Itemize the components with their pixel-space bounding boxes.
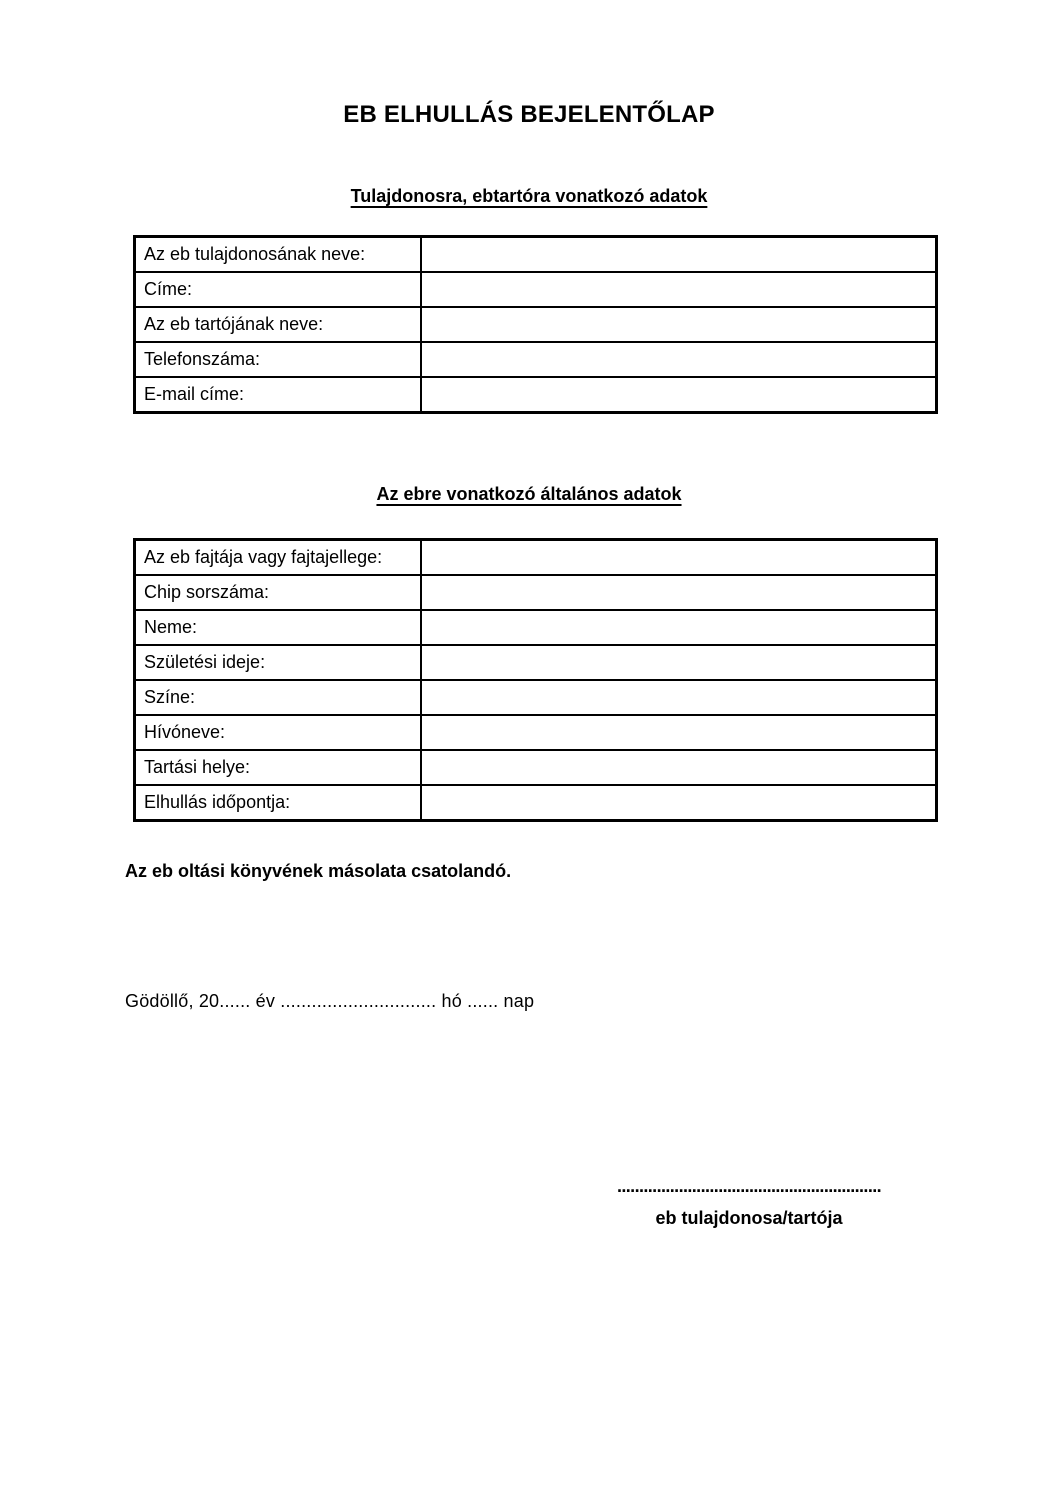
table-row: [135, 680, 937, 715]
field-value-cell[interactable]: [421, 540, 937, 576]
signature-dotted-line: ............................................................: [616, 1176, 882, 1196]
field-label: Neme:: [135, 610, 422, 645]
table-row: [135, 575, 937, 610]
field-label: Telefonszáma:: [135, 342, 422, 377]
table-row: [135, 307, 937, 342]
field-value-cell[interactable]: [421, 750, 937, 785]
field-label: Elhullás időpontja:: [135, 785, 422, 821]
signature-label: eb tulajdonosa/tartója: [655, 1208, 843, 1228]
owner-data-table: [133, 235, 938, 414]
dog-data-table: [133, 538, 938, 822]
field-label: Az eb tulajdonosának neve:: [135, 237, 422, 273]
field-label: Színe:: [135, 680, 422, 715]
field-label: Az eb tartójának neve:: [135, 307, 422, 342]
field-value-cell[interactable]: [421, 342, 937, 377]
field-label: Az eb fajtája vagy fajtajellege:: [135, 540, 422, 576]
field-label: Tartási helye:: [135, 750, 422, 785]
table-row: [135, 342, 937, 377]
section-heading-dog: Az ebre vonatkozó általános adatok: [376, 484, 682, 504]
table-row: [135, 272, 937, 307]
table-row: [135, 237, 937, 273]
date-line: Gödöllő, 20...... év .............................. hó ...... nap: [125, 991, 535, 1011]
signature-block: [592, 1176, 906, 1229]
field-value-cell[interactable]: [421, 307, 937, 342]
table-row: [135, 715, 937, 750]
field-label: Chip sorszáma:: [135, 575, 422, 610]
field-value-cell[interactable]: [421, 575, 937, 610]
document-title: EB ELHULLÁS BEJELENTŐLAP: [343, 101, 715, 128]
field-value-cell[interactable]: [421, 237, 937, 273]
table-row: [135, 750, 937, 785]
field-label: E-mail címe:: [135, 377, 422, 413]
field-label: Hívóneve:: [135, 715, 422, 750]
field-value-cell[interactable]: [421, 680, 937, 715]
field-value-cell[interactable]: [421, 645, 937, 680]
table-row: [135, 540, 937, 576]
field-label: Címe:: [135, 272, 422, 307]
field-value-cell[interactable]: [421, 785, 937, 821]
attachment-note: Az eb oltási könyvének másolata csatolandó.: [125, 861, 512, 881]
section-heading-owner: Tulajdonosra, ebtartóra vonatkozó adatok: [350, 186, 708, 206]
field-value-cell[interactable]: [421, 610, 937, 645]
table-row: [135, 645, 937, 680]
table-row: [135, 377, 937, 413]
field-value-cell[interactable]: [421, 272, 937, 307]
field-label: Születési ideje:: [135, 645, 422, 680]
field-value-cell[interactable]: [421, 715, 937, 750]
table-row: [135, 785, 937, 821]
field-value-cell[interactable]: [421, 377, 937, 413]
table-row: [135, 610, 937, 645]
